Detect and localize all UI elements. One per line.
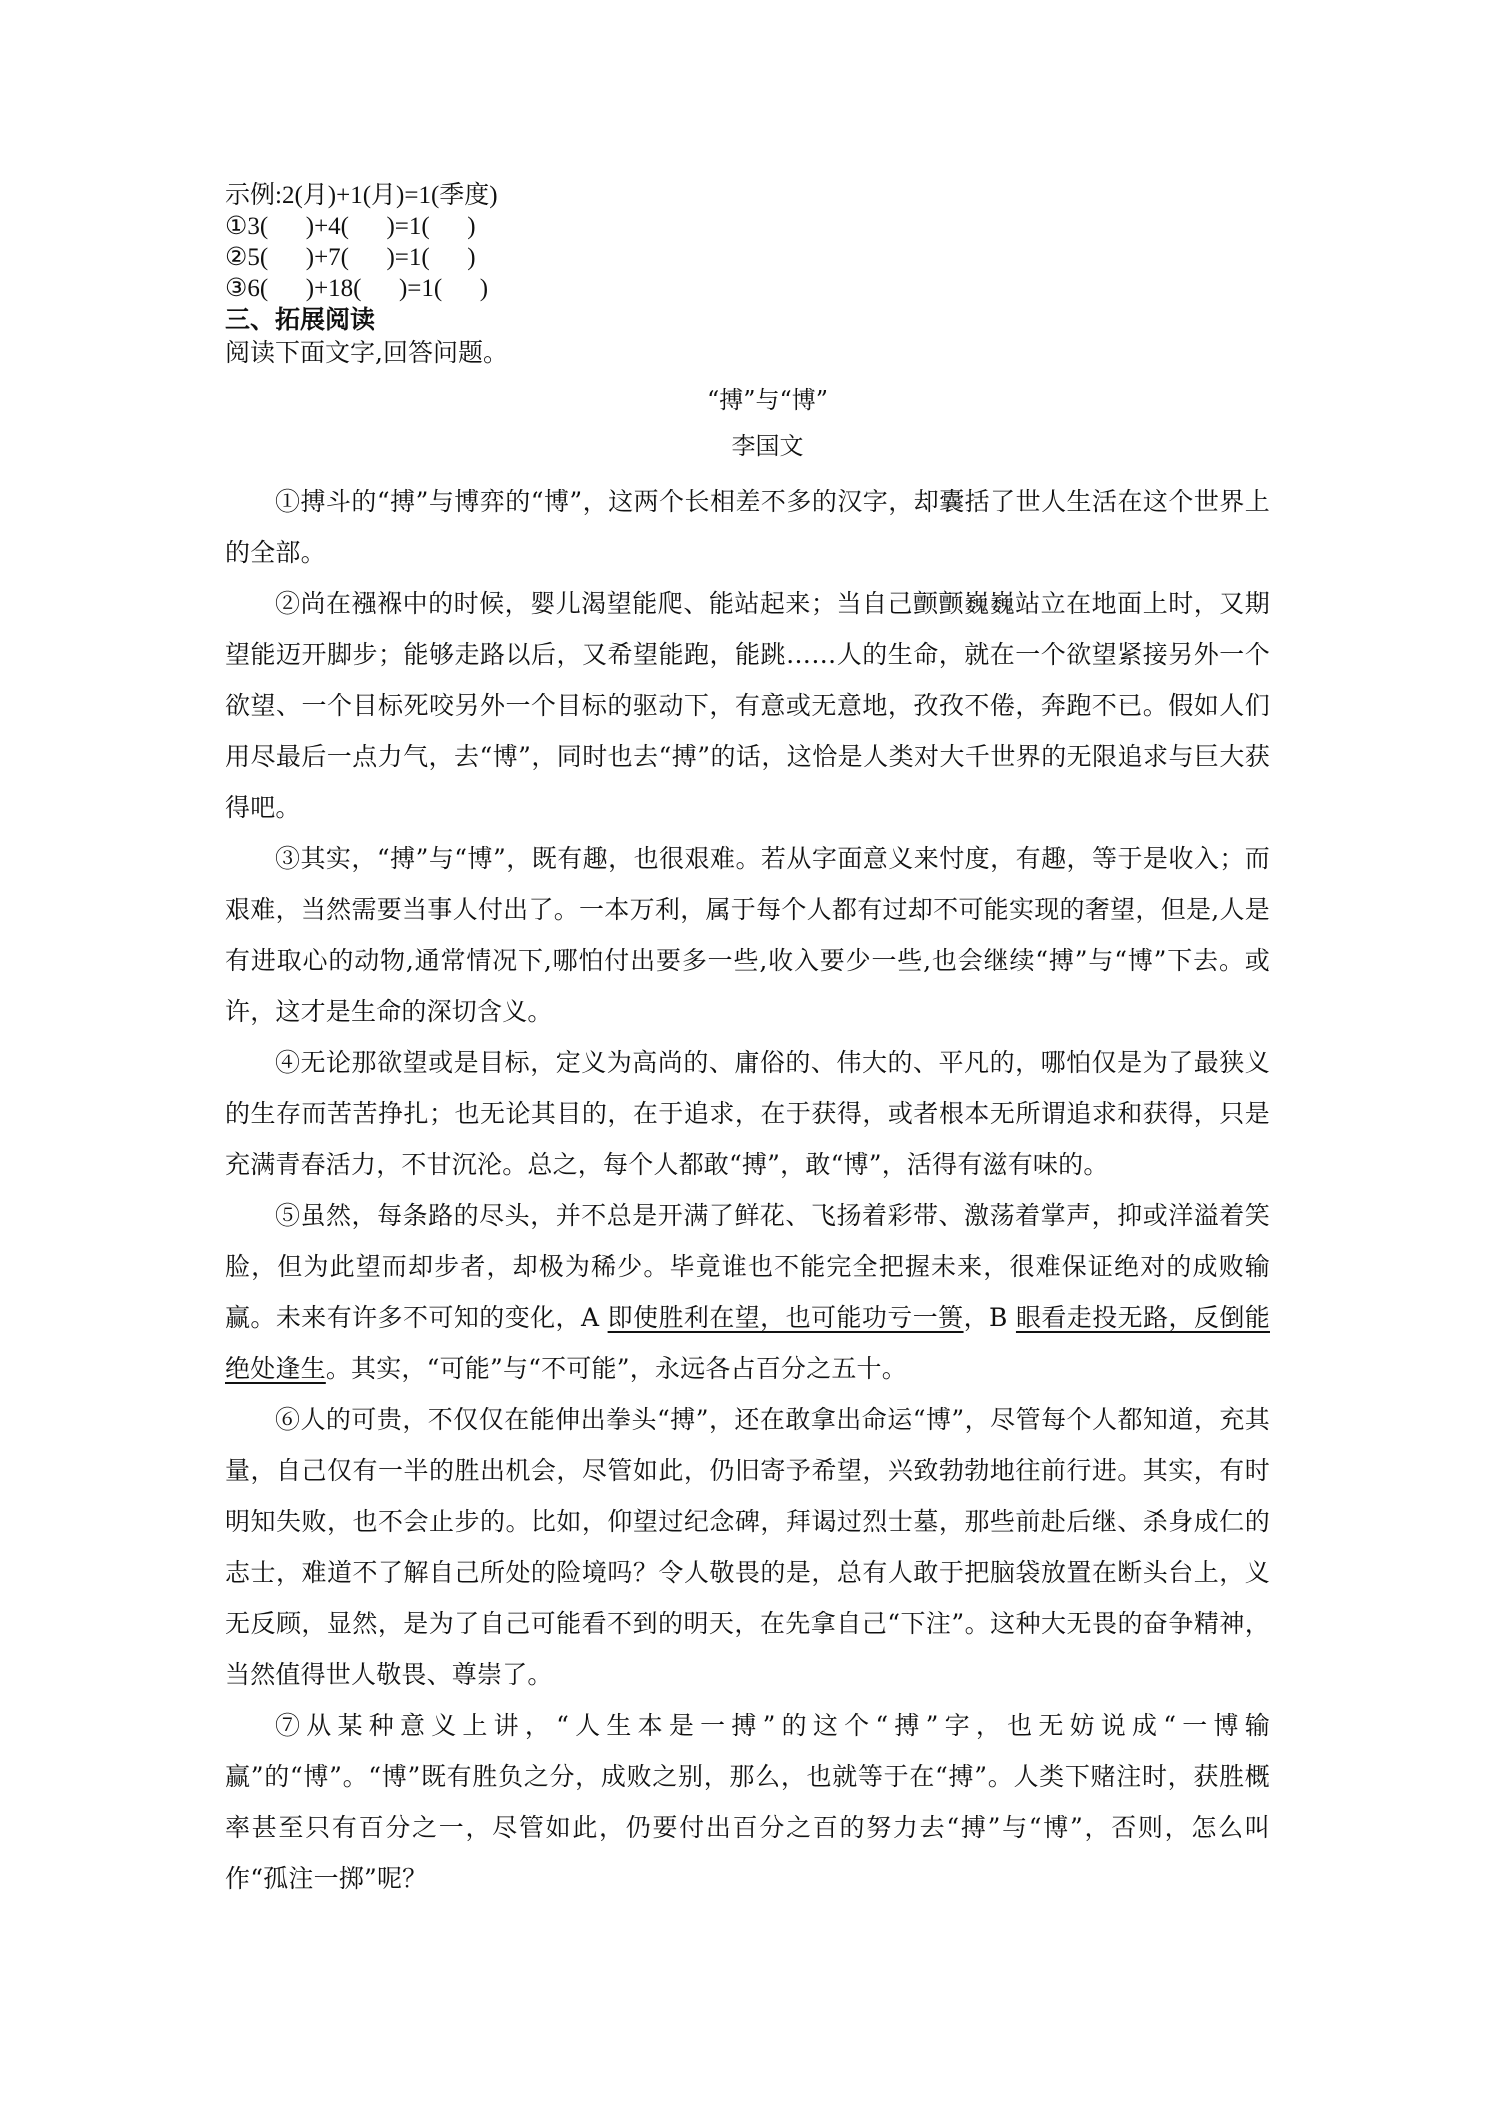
article bbox=[225, 380, 1270, 1904]
article-paragraph-4: ④无论那欲望或是目标，定义为高尚的、庸俗的、伟大的、平凡的，哪怕仅是为了最狭义的生存而苦苦挣扎；也无论其目的，在于追求，在于获得，或者根本无所谓追求和获得，只是充满青春活力，不甘沉沦。总之，每个人都敢“搏”，敢“博”，活得有滋有味的。 bbox=[225, 1048, 1270, 1179]
example-question-2: ②5( )+7( )=1( ) bbox=[225, 244, 476, 271]
article-paragraph-1: ①搏斗的“搏”与博弈的“博”，这两个长相差不多的汉字，却囊括了世人生活在这个世界上的全部。 bbox=[225, 487, 1270, 567]
paragraph-5-text-b: ，B bbox=[963, 1303, 1016, 1332]
article-paragraph-2: ②尚在襁褓中的时候，婴儿渴望能爬、能站起来；当自己颤颤巍巍站立在地面上时，又期望能迈开脚步；能够走路以后，又希望能跑，能跳……人的生命，就在一个欲望紧接另外一个欲望、一个目标死咬另外一个目标的驱动下，有意或无意地，孜孜不倦，奔跑不已。假如人们用尽最后一点力气，去“博”，同时也去“搏”的话，这恰是人类对大千世界的无限追求与巨大获得吧。 bbox=[225, 589, 1270, 822]
example-question-3: ③6( )+18( )=1( ) bbox=[225, 275, 489, 302]
underlined-sentence-b: 眼看走投无路，反倒能绝处逢生 bbox=[225, 1303, 1270, 1383]
section-title: 三、拓展阅读 bbox=[225, 305, 376, 334]
article-paragraph-7: ⑦从某种意义上讲，“人生本是一搏”的这个“搏”字，也无妨说成“一博输赢”的“博”。“博”既有胜负之分，成败之别，那么，也就等于在“搏”。人类下赌注时，获胜概率甚至只有百分之一，尽管如此，仍要付出百分之百的努力去“搏”与“博”，否则，怎么叫作“孤注一掷”呢？ bbox=[225, 1711, 1270, 1893]
article-paragraph-6: ⑥人的可贵，不仅仅在能伸出拳头“搏”，还在敢拿出命运“博”，尽管每个人都知道，充其量，自己仅有一半的胜出机会，尽管如此，仍旧寄予希望，兴致勃勃地往前行进。其实，有时明知失败，也不会止步的。比如，仰望过纪念碑，拜谒过烈士墓，那些前赴后继、杀身成仁的志士，难道不了解自己所处的险境吗？令人敬畏的是，总有人敢于把脑袋放置在断头台上，义无反顾，显然，是为了自己可能看不到的明天，在先拿自己“下注”。这种大无畏的奋争精神，当然值得世人敬畏、尊崇了。 bbox=[225, 1405, 1270, 1689]
article-paragraph-3: ③其实，“搏”与“博”，既有趣，也很艰难。若从字面意义来忖度，有趣，等于是收入；而艰难，当然需要当事人付出了。一本万利，属于每个人都有过却不可能实现的奢望，但是,人是有进取心的动物,通常情况下,哪怕付出要多一些,收入要少一些,也会继续“搏”与“博”下去。或许，这才是生命的深切含义。 bbox=[225, 844, 1270, 1026]
example-sample: 示例:2(月)+1(月)=1(季度) bbox=[225, 182, 498, 209]
example-question-1: ①3( )+4( )=1( ) bbox=[225, 213, 476, 240]
article-paragraph-5 bbox=[225, 1190, 1270, 1394]
paragraph-5-text-c: 。其实，“可能”与“不可能”，永远各占百分之五十。 bbox=[325, 1354, 907, 1383]
example-block bbox=[225, 180, 1270, 304]
article-author: 李国文 bbox=[731, 432, 804, 460]
underlined-sentence-a: 即使胜利在望，也可能功亏一篑 bbox=[607, 1303, 964, 1332]
article-title: “搏”与“博” bbox=[706, 386, 829, 414]
paragraph-5-text-a: ⑤虽然，每条路的尽头，并不总是开满了鲜花、飞扬着彩带、激荡着掌声，抑或洋溢着笑脸，但为此望而却步者，却极为稀少。毕竟谁也不能完全把握未来，很难保证绝对的成败输赢。未来有许多不可知的变化，A bbox=[225, 1201, 1270, 1332]
document-page bbox=[225, 180, 1270, 1904]
section-instruction: 阅读下面文字,回答问题。 bbox=[225, 338, 508, 367]
